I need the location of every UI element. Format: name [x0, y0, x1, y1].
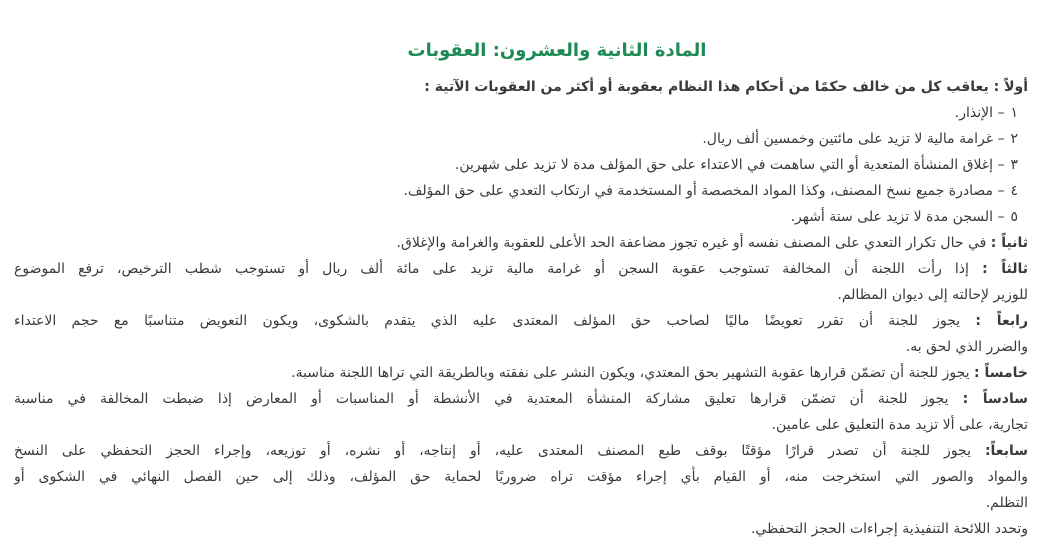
clause-fourth-continuation: والضرر الذي لحق به.	[905, 339, 1028, 355]
clause-third	[14, 256, 1028, 282]
clause-label: سادساً :	[962, 391, 1028, 407]
penalty-item	[14, 126, 1028, 152]
penalty-text: – غرامة مالية لا تزيد على مائتين وخمسين ألف ريال.	[702, 131, 1005, 147]
clause-second	[14, 230, 1028, 256]
penalty-text: – مصادرة جميع نسخ المصنف، وكذا المواد المخصصة أو المستخدمة في ارتكاب التعدي على حق المؤلف.	[403, 183, 1005, 199]
clause-text: يجوز للجنة أن تضمّن قرارها تعليق مشاركة المنشأة المعتدية في الأنشطة أو المناسبات أو المعارض إذا ضبطت المخالفة في مناسبة	[14, 391, 963, 407]
penalty-number: ٤	[1010, 183, 1018, 199]
clause-fourth	[14, 308, 1028, 334]
penalty-text: – السجن مدة لا تزيد على ستة أشهر.	[790, 209, 1005, 225]
penalty-item	[14, 178, 1028, 204]
penalty-number: ٣	[1010, 157, 1018, 173]
closing-paragraph: وتحدد اللائحة التنفيذية إجراءات الحجز التحفظي.	[750, 521, 1028, 537]
penalty-item	[14, 100, 1028, 126]
clause-label: سابعاً:	[984, 443, 1028, 459]
clause-fifth	[14, 360, 1028, 386]
clause-text: إذا رأت اللجنة أن المخالفة تستوجب عقوبة السجن أو غرامة مالية تزيد على مائة ألف ريال أو تستوجب شطب الترخيص، ترفع الموضوع	[14, 261, 983, 277]
clause-label: ثالثاً :	[982, 261, 1028, 277]
clause-text: يجوز للجنة أن تضمّن قرارها عقوبة التشهير بحق المعتدي، ويكون النشر على نفقته وبالطريقة التي تراها اللجنة مناسبة.	[291, 365, 974, 381]
clause-label: ثانياً :	[990, 235, 1028, 251]
clause-seventh-continuation: التظلم.	[985, 495, 1028, 511]
clause-seventh	[14, 438, 1028, 464]
penalty-text: – الإنذار.	[954, 105, 1005, 121]
clause-seventh-continuation: والمواد والصور التي استخرجت منه، أو القيام بأي إجراء مؤقت تراه ضروريًا لحماية حق المؤلف، وذلك إلى حين الفصل النهائي في الشكوى أو	[14, 469, 1028, 485]
penalty-item	[14, 204, 1028, 230]
clause-label: رابعاً :	[975, 313, 1028, 329]
penalty-number: ٥	[1010, 209, 1018, 225]
clause-sixth-continuation: تجارية، على ألا تزيد مدة التعليق على عامين.	[771, 417, 1028, 433]
clause-text: يجوز للجنة أن تقرر تعويضًا ماليًا لصاحب حق المؤلف المعتدى عليه الذي يتقدم بالشكوى، ويكون التعويض متناسبًا مع حجم الاعتداء	[14, 313, 976, 329]
article-title: المادة الثانية والعشرون: العقوبات	[407, 40, 707, 61]
penalty-text: – إغلاق المنشأة المتعدية أو التي ساهمت في الاعتداء على حق المؤلف مدة لا تزيد على شهرين.	[454, 157, 1005, 173]
penalties-list	[14, 100, 1028, 230]
clause-text: في حال تكرار التعدي على المصنف نفسه أو غيره تجوز مضاعفة الحد الأعلى للعقوبة والغرامة والإغلاق.	[396, 235, 991, 251]
intro-paragraph: أولاً : يعاقب كل من خالف حكمًا من أحكام هذا النظام بعقوبة أو أكثر من العقوبات الآتية :	[424, 79, 1028, 95]
penalty-number: ١	[1010, 105, 1018, 121]
penalty-item	[14, 152, 1028, 178]
clause-label: خامساً :	[974, 365, 1028, 381]
penalty-number: ٢	[1010, 131, 1018, 147]
clause-sixth	[14, 386, 1028, 412]
clause-text: يجوز للجنة أن تصدر قرارًا مؤقتًا بوقف طبع المصنف المعتدى عليه، أو إنتاجه، أو نشره، أو توزيعه، وإجراء الحجز التحفظي على النسخ	[14, 443, 985, 459]
clause-third-continuation: للوزير لإحالته إلى ديوان المظالم.	[837, 287, 1028, 303]
